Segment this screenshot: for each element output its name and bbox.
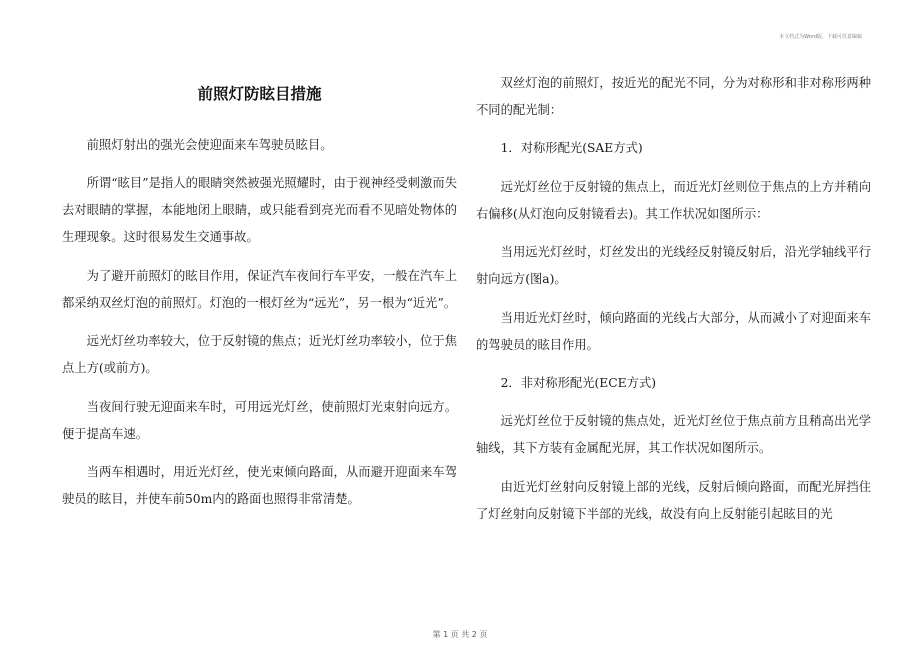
- paragraph: 双丝灯泡的前照灯，按近光的配光不同，分为对称形和非对称形两种不同的配光制：: [476, 76, 871, 117]
- right-column: [476, 70, 871, 539]
- paragraph: 当用远光灯丝时，灯丝发出的光线经反射镜反射后，沿光学轴线平行射向远方(图a)。: [476, 245, 871, 287]
- paragraph: 当用近光灯丝时，倾向路面的光线占大部分，从而减小了对迎面来车的驾驶员的眩目作用。: [476, 310, 871, 352]
- section-heading: 1．对称形配光(SAE方式): [500, 141, 643, 156]
- section-heading: 2．非对称形配光(ECE方式): [500, 375, 657, 390]
- paragraph: 前照灯射出的强光会使迎面来车驾驶员眩目。: [86, 138, 333, 152]
- paragraph: 远光灯丝位于反射镜的焦点处，近光灯丝位于焦点前方且稍高出光学轴线，其下方装有金属配光屏，其工作状况如图所示。: [476, 414, 871, 456]
- left-column: [62, 70, 457, 524]
- paragraph: 当两车相遇时，用近光灯丝，使光束倾向路面，从而避开迎面来车驾驶员的眩目，并使车前50m内的路面也照得非常清楚。: [62, 464, 457, 506]
- document-title: 前照灯防眩目措施: [197, 85, 322, 103]
- page-footer: 第 1 页 共 2 页: [432, 630, 488, 639]
- paragraph: 由近光灯丝射向反射镜上部的光线，反射后倾向路面，而配光屏挡住了灯丝射向反射镜下半部的光线，故没有向上反射能引起眩目的光: [476, 479, 871, 521]
- paragraph: 所谓“眩目”是指人的眼睛突然被强光照耀时，由于视神经受刺激而失去对眼睛的掌握，本能地闭上眼睛，或只能看到亮光而看不见暗处物体的生理现象。这时很易发生交通事故。: [62, 176, 457, 245]
- watermark-text: 本文档式为Word版，下载可任意编辑: [779, 34, 862, 40]
- paragraph: 当夜间行驶无迎面来车时，可用远光灯丝，使前照灯光束射向远方。便于提高车速。: [62, 399, 457, 441]
- paragraph: 远光灯丝功率较大，位于反射镜的焦点；近光灯丝功率较小，位于焦点上方(或前方)。: [62, 334, 457, 376]
- paragraph: 远光灯丝位于反射镜的焦点上，而近光灯丝则位于焦点的上方并稍向右偏移(从灯泡向反射镜看去)。其工作状况如图所示：: [476, 179, 871, 221]
- paragraph: 为了避开前照灯的眩目作用，保证汽车夜间行车平安，一般在汽车上都采纳双丝灯泡的前照灯。灯泡的一根灯丝为“远光”，另一根为“近光”。: [62, 268, 457, 310]
